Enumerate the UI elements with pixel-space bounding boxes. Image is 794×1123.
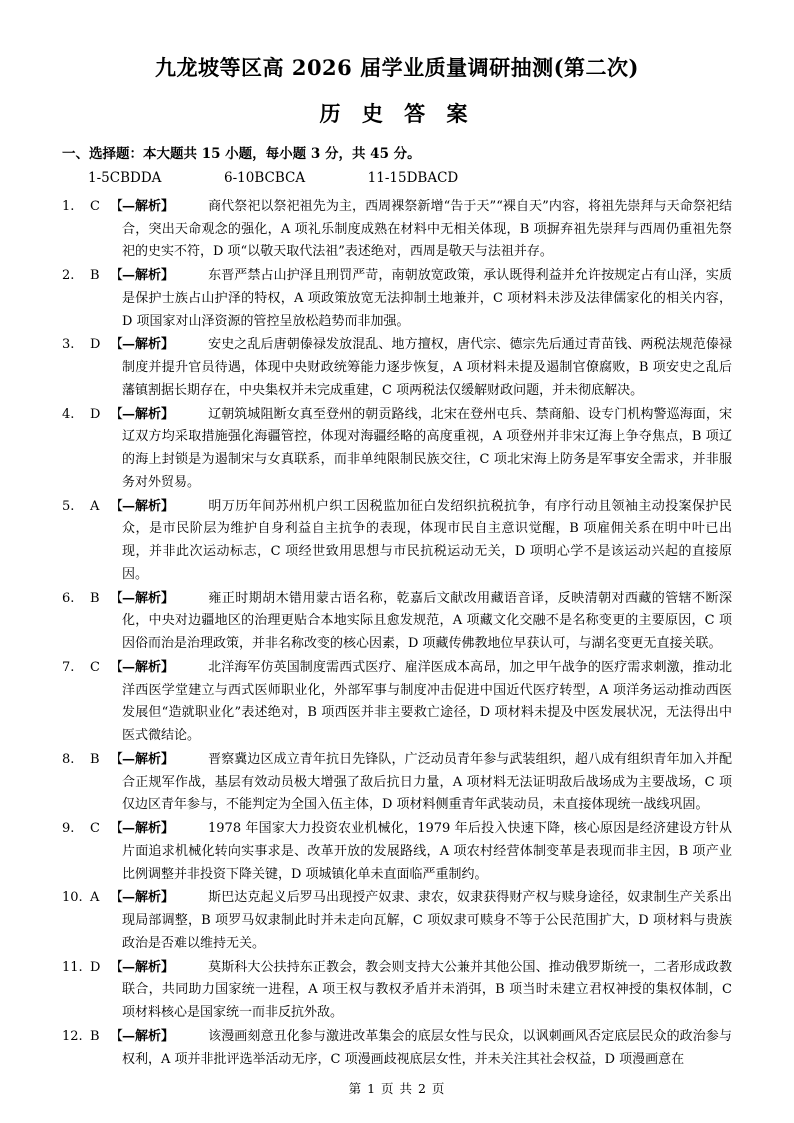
analysis-text: 斯巴达克起义后罗马出现授产奴隶、隶农，奴隶获得财产权与赎身途径，奴隶制生产关系出现局部调整，B 项罗马奴隶制此时并未走向瓦解，C 项奴隶可赎身不等于公民范围扩大，D 项材料与贵族政治是否难以维持无关。	[122, 890, 732, 951]
question-number: 4.	[62, 406, 75, 422]
analysis-item	[62, 749, 732, 817]
page-title: 九龙坡等区高 2026 届学业质量调研抽测(第二次)	[155, 55, 639, 80]
question-answer: D	[90, 406, 101, 422]
analysis-label: —解析】	[122, 337, 175, 353]
analysis-label: —解析】	[122, 659, 175, 675]
bracket-open: 【	[110, 590, 124, 606]
question-answer: C	[90, 821, 100, 837]
question-answer: A	[90, 890, 100, 906]
question-number: 2.	[62, 268, 75, 284]
question-number: 8.	[62, 751, 75, 767]
page-subtitle: 历 史 答 案	[319, 101, 475, 126]
question-answer: C	[90, 659, 100, 675]
analysis-label: —解析】	[122, 890, 175, 906]
bracket-open: 【	[110, 337, 124, 353]
analysis-item	[62, 957, 732, 1025]
question-answer: B	[90, 590, 100, 606]
question-number: 6.	[62, 590, 75, 606]
question-answer: A	[90, 498, 100, 514]
section-heading: 一、选择题：本大题共 15 小题，每小题 3 分，共 45 分。	[62, 146, 421, 162]
analysis-label: —解析】	[122, 590, 175, 606]
bracket-open: 【	[110, 268, 124, 284]
question-number: 9.	[62, 821, 75, 837]
analysis-item	[62, 334, 732, 402]
analysis-label: —解析】	[122, 821, 175, 837]
bracket-open: 【	[110, 198, 124, 214]
question-answer: B	[90, 751, 100, 767]
question-analysis	[122, 588, 732, 656]
question-analysis	[122, 404, 732, 495]
question-analysis	[122, 749, 732, 817]
page-number: 第 1 页 共 2 页	[348, 1081, 446, 1096]
question-analysis	[122, 818, 732, 886]
bracket-open: 【	[110, 890, 124, 906]
analysis-label: —解析】	[122, 268, 175, 284]
analysis-text: 安史之乱后唐朝傣禄发放混乱、地方擅权，唐代宗、德宗先后通过青苗钱、两税法规范傣禄制度并提升官员待遇，体现中央财政统筹能力逐步恢复，A 项材料未提及遏制官僚腐败，B 项安史之乱后藩镇割据长期存在，中央集权并未完成重建，C 项两税法仅缓解财政问题，并未彻底解决。	[122, 337, 732, 398]
analysis-item	[62, 588, 732, 656]
question-analysis	[122, 1026, 732, 1072]
question-number: 7.	[62, 659, 75, 675]
analysis-item	[62, 887, 732, 955]
question-number: 11.	[62, 959, 83, 975]
analysis-text: 北洋海军仿英国制度需西式医疗、雇洋医成本高昂，加之甲午战争的医疗需求刺激，推动北洋西医学堂建立与西式医师职业化，外部军事与制度冲击促进中国近代医疗转型，A 项洋务运动推动西医发展但“造就职业化”表述绝对，B 项西医并非主要救亡途径，D 项材料未提及中医发展状况，无法得出中医式微结论。	[122, 659, 732, 744]
analysis-label: —解析】	[122, 406, 175, 422]
question-number: 12.	[62, 1028, 83, 1044]
analysis-text: 明万历年间苏州机户织工因税监加征白发绍织抗税抗争，有序行动且领袖主动投案保护民众，是市民阶层为维护自身利益自主抗争的表现，体现市民自主意识觉醒，B 项雇佣关系在明中叶已出现，并非此次运动标志，C 项经世致用思想与市民抗税运动无关，D 项明心学不是该运动兴起的直接原因。	[122, 498, 732, 582]
question-analysis	[122, 196, 732, 264]
analysis-item	[62, 404, 732, 495]
question-analysis	[122, 334, 732, 402]
question-analysis	[122, 496, 732, 587]
question-answer: D	[90, 337, 101, 353]
analysis-item	[62, 657, 732, 748]
question-answer: D	[90, 959, 101, 975]
analysis-text: 雍正时期胡木错用蒙古语名称，乾嘉后文献改用藏语音译，反映清朝对西藏的管辖不断深化，中央对边疆地区的治理更贴合本地实际且愈发规范，A 项藏文化交融不是名称变更的主要原因，C 项因俗而治是治理政策，并非名称改变的核心因素，D 项藏传佛教地位早获认可，与湖名变更无直接关联。	[122, 590, 732, 652]
answer-key-11-15: 11-15DBACD	[367, 170, 459, 187]
page-footer	[0, 1079, 794, 1097]
question-answer: B	[90, 268, 100, 284]
bracket-open: 【	[110, 821, 124, 837]
question-analysis	[122, 887, 732, 955]
question-number: 5.	[62, 498, 75, 514]
bracket-open: 【	[110, 498, 124, 514]
analysis-text: 辽朝筑城阻断女真至登州的朝贡路线，北宋在登州屯兵、禁商船、设专门机构警巡海面，宋辽双方均采取措施强化海疆管控，体现对海疆经略的高度重视，A 项登州并非宋辽海上争夺焦点，B 项辽的海上封锁是为遏制宋与女真联系，而非单纯限制民族交往，C 项北宋海上防务是军事安全需求，并非服务对外贸易。	[122, 406, 732, 490]
analysis-label: —解析】	[122, 498, 175, 514]
analysis-text: 东晋严禁占山护泽且刑罚严苛，南朝放宽政策，承认既得利益并允许按规定占有山泽，实质是保护士族占山护泽的特权，A 项政策放宽无法抑制土地兼并，C 项材料未涉及法律儒家化的相关内容，D 项国家对山泽资源的管控呈放松趋势而非加强。	[122, 268, 732, 329]
answer-key-6-10: 6-10BCBCA	[223, 170, 306, 187]
bracket-open: 【	[110, 1028, 124, 1044]
analysis-label: —解析】	[122, 198, 175, 214]
analysis-item	[62, 265, 732, 333]
analysis-text: 1978 年国家大力投资农业机械化，1979 年后投入快速下降，核心原因是经济建设方针从片面追求机械化转向实事求是、改革开放的发展路线，A 项农村经营体制变革是表现而非主因，B 项产业比例调整并非投资下降关键，D 项城镇化单未直面临严重制约。	[122, 821, 732, 882]
analysis-list	[62, 196, 732, 1072]
question-answer: B	[90, 1028, 100, 1044]
question-analysis	[122, 657, 732, 748]
analysis-item	[62, 1026, 732, 1072]
analysis-text: 商代祭祀以祭祀祖先为主，西周裸祭新增“告于天”“裸自天”内容，将祖先崇拜与天命祭祀结合，突出天命观念的强化，A 项礼乐制度成熟在材料中无相关体现，B 项摒弃祖先崇拜与西周仍重祖先祭祀的史实不符，D 项“以敬天取代法祖”表述绝对，西周是敬天与法祖并存。	[122, 198, 732, 260]
analysis-label: —解析】	[122, 959, 175, 975]
analysis-label: —解析】	[122, 751, 175, 767]
bracket-open: 【	[110, 751, 124, 767]
question-answer: C	[90, 198, 100, 214]
analysis-label: —解析】	[122, 1028, 175, 1044]
question-number: 10.	[62, 890, 83, 906]
analysis-text: 晋察冀边区成立青年抗日先锋队，广泛动员青年参与武装组织，超八成有组织青年加入并配合正规军作战，基层有效动员极大增强了敌后抗日力量，A 项材料无法证明敌后战场成为主要战场，C 项仅边区青年参与，不能判定为全国入伍主体，D 项材料侧重青年武装动员，未直接体现统一战线巩固。	[122, 751, 732, 813]
answer-key-row	[62, 168, 732, 190]
analysis-item	[62, 818, 732, 886]
answer-key-1-5: 1-5CBDDA	[88, 170, 162, 187]
bracket-open: 【	[110, 659, 124, 675]
analysis-item	[62, 196, 732, 264]
analysis-item	[62, 496, 732, 587]
question-number: 1.	[62, 198, 75, 214]
question-analysis	[122, 957, 732, 1025]
question-analysis	[122, 265, 732, 333]
analysis-text: 莫斯科大公扶持东正教会，教会则支持大公兼并其他公国、推动俄罗斯统一，二者形成政教联合，共同助力国家统一进程，A 项王权与教权矛盾并未消弭，B 项当时未建立君权神授的集权体制，C 项材料核心是国家统一而非反抗外敌。	[122, 959, 732, 1021]
analysis-text: 该漫画刻意丑化参与激进改革集会的底层女性与民众，以讽刺画风否定底层民众的政治参与权利，A 项并非批评选举活动无序，C 项漫画歧视底层女性，并未关注其社会权益，D 项漫画意在	[122, 1028, 732, 1067]
bracket-open: 【	[110, 406, 124, 422]
bracket-open: 【	[110, 959, 124, 975]
question-number: 3.	[62, 337, 75, 353]
